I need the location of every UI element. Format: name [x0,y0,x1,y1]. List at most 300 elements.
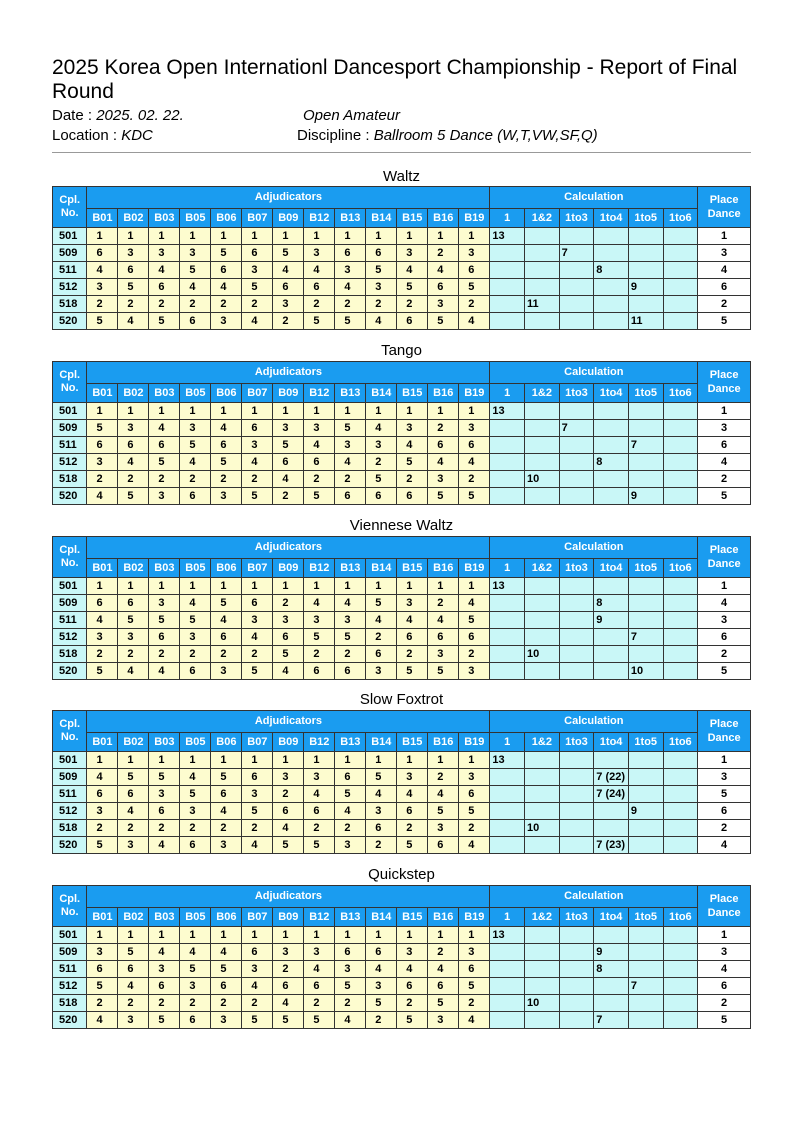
judge-mark: 3 [459,663,490,680]
calculation-cell [525,961,560,978]
subheader-row [53,209,751,228]
calculation-cell [559,663,594,680]
judge-mark: 6 [180,663,211,680]
header-row [53,711,751,733]
calculation-cell [559,927,594,944]
judge-mark: 4 [211,279,242,296]
calculation-cell: 11 [525,296,560,313]
table-row [53,1012,751,1029]
table-row [53,646,751,663]
judge-mark: 3 [242,437,273,454]
judge-mark: 6 [180,313,211,330]
judge-mark: 1 [273,228,304,245]
calculation-cell [594,646,629,663]
judge-mark: 3 [211,663,242,680]
table-row [53,612,751,629]
judge-header: B12 [304,908,335,927]
judge-mark: 5 [118,769,149,786]
calculation-cell: 10 [628,663,663,680]
judge-mark: 6 [397,629,428,646]
judge-mark: 1 [180,403,211,420]
judge-mark: 4 [242,978,273,995]
calc-header: 1to5 [628,908,663,927]
judge-mark: 4 [397,786,428,803]
judge-mark: 3 [304,612,335,629]
table-row [53,228,751,245]
calculation-cell: 10 [525,471,560,488]
judge-mark: 5 [211,769,242,786]
calculation-cell: 13 [490,927,525,944]
judge-mark: 4 [87,1012,118,1029]
judge-mark: 5 [273,646,304,663]
calculation-cell [559,837,594,854]
judge-mark: 5 [118,944,149,961]
judge-mark: 4 [304,786,335,803]
calculation-cell [490,663,525,680]
calculation-cell [490,279,525,296]
judge-mark: 6 [304,454,335,471]
judge-mark: 2 [273,313,304,330]
calculation-cell [525,279,560,296]
judge-mark: 4 [459,1012,490,1029]
judge-mark: 3 [87,279,118,296]
couple-number: 511 [53,961,87,978]
judge-mark: 2 [459,471,490,488]
place-cell: 6 [698,279,751,296]
calculation-cell [594,296,629,313]
calculation-cell [663,578,698,595]
couple-number: 509 [53,769,87,786]
judge-mark: 1 [211,578,242,595]
judge-mark: 5 [366,995,397,1012]
judge-mark: 1 [87,578,118,595]
calculation-cell [663,403,698,420]
subheader-row [53,559,751,578]
judge-mark: 2 [118,471,149,488]
judge-header: B06 [211,733,242,752]
judge-mark: 4 [273,663,304,680]
subheader-row [53,384,751,403]
judge-mark: 5 [118,279,149,296]
place-cell: 4 [698,961,751,978]
judge-header: B01 [87,908,118,927]
judge-mark: 3 [304,944,335,961]
judge-mark: 3 [273,944,304,961]
judge-mark: 5 [180,612,211,629]
judge-mark: 1 [87,228,118,245]
calculation-cell [663,752,698,769]
calculation-cell [559,612,594,629]
judge-header: B02 [118,559,149,578]
couple-number: 501 [53,228,87,245]
calc-header: 1to4 [594,384,629,403]
judge-mark: 5 [304,629,335,646]
judge-mark: 4 [211,612,242,629]
judge-mark: 3 [242,612,273,629]
judge-mark: 3 [149,488,180,505]
judge-mark: 3 [180,245,211,262]
calc-header: 1&2 [525,559,560,578]
calculation-cell [628,595,663,612]
judge-mark: 4 [118,454,149,471]
calculation-cell: 7 (22) [594,769,629,786]
calculation-cell [628,1012,663,1029]
judge-mark: 6 [397,803,428,820]
calc-header: 1to3 [559,209,594,228]
calculation-header: Calculation [490,537,698,559]
cpl-no-header: Cpl. No. [53,886,87,927]
calculation-cell [525,420,560,437]
judge-mark: 4 [459,313,490,330]
judge-mark: 2 [180,646,211,663]
judge-mark: 1 [304,927,335,944]
judge-mark: 3 [335,612,366,629]
judge-header: B15 [397,209,428,228]
judge-mark: 5 [211,454,242,471]
judge-mark: 5 [459,488,490,505]
judge-mark: 1 [118,927,149,944]
judge-mark: 2 [304,820,335,837]
judge-mark: 4 [304,262,335,279]
calculation-cell [559,262,594,279]
judge-mark: 6 [242,944,273,961]
judge-header: B13 [335,559,366,578]
judge-mark: 5 [459,612,490,629]
judge-header: B02 [118,733,149,752]
judge-header: B02 [118,908,149,927]
judge-header: B19 [459,384,490,403]
judge-mark: 2 [211,471,242,488]
calculation-cell [559,978,594,995]
couple-number: 511 [53,786,87,803]
judge-mark: 5 [273,837,304,854]
judge-mark: 4 [149,420,180,437]
calculation-cell: 8 [594,454,629,471]
calculation-header: Calculation [490,711,698,733]
couple-number: 518 [53,471,87,488]
judge-mark: 1 [149,403,180,420]
judge-mark: 1 [118,228,149,245]
date-label: Date : [52,107,93,124]
judge-mark: 6 [87,961,118,978]
couple-number: 511 [53,262,87,279]
judge-mark: 1 [149,578,180,595]
judge-mark: 4 [428,961,459,978]
calculation-cell [663,471,698,488]
judge-mark: 5 [242,1012,273,1029]
place-cell: 1 [698,403,751,420]
calculation-cell [663,646,698,663]
calculation-cell [490,245,525,262]
judge-mark: 1 [459,403,490,420]
judge-mark: 3 [366,803,397,820]
calculation-cell [663,944,698,961]
calculation-cell [594,820,629,837]
judge-mark: 6 [118,437,149,454]
judge-mark: 5 [428,313,459,330]
judge-mark: 2 [428,944,459,961]
place-cell: 3 [698,944,751,961]
calculation-cell: 7 [628,437,663,454]
judge-mark: 4 [335,1012,366,1029]
judge-mark: 5 [180,786,211,803]
judge-mark: 1 [335,927,366,944]
calculation-cell [628,961,663,978]
judge-mark: 4 [335,595,366,612]
results-table [52,885,751,1029]
calculation-cell [525,769,560,786]
calculation-cell [525,612,560,629]
calculation-cell [525,578,560,595]
judge-mark: 2 [180,471,211,488]
judge-mark: 2 [428,245,459,262]
judge-mark: 2 [428,595,459,612]
judge-mark: 4 [118,663,149,680]
cpl-no-header: Cpl. No. [53,187,87,228]
calculation-cell [490,488,525,505]
judge-mark: 4 [149,837,180,854]
judge-mark: 2 [242,995,273,1012]
calculation-cell [628,420,663,437]
judge-header: B02 [118,384,149,403]
judge-mark: 2 [273,488,304,505]
judge-mark: 3 [459,769,490,786]
calculation-cell [559,803,594,820]
calculation-cell [628,944,663,961]
judge-header: B14 [366,733,397,752]
judge-mark: 3 [335,262,366,279]
calculation-cell: 8 [594,595,629,612]
place-cell: 3 [698,245,751,262]
calculation-cell [490,471,525,488]
judge-mark: 2 [211,646,242,663]
calc-header: 1 [490,559,525,578]
judge-mark: 3 [180,978,211,995]
judge-mark: 6 [149,978,180,995]
calc-header: 1to3 [559,384,594,403]
judge-header: B19 [459,559,490,578]
couple-number: 509 [53,595,87,612]
judge-mark: 5 [180,437,211,454]
judge-mark: 3 [149,961,180,978]
judge-header: B07 [242,384,273,403]
calculation-cell [559,403,594,420]
couple-number: 520 [53,1012,87,1029]
judge-mark: 6 [366,944,397,961]
judge-mark: 2 [180,296,211,313]
judge-mark: 2 [366,454,397,471]
judge-mark: 5 [180,961,211,978]
couple-number: 512 [53,803,87,820]
report-title: 2025 Korea Open Internationl Dancesport Championship - Report of Final Round [52,56,738,103]
calculation-cell [490,961,525,978]
judge-mark: 4 [180,279,211,296]
calculation-cell [628,927,663,944]
calculation-cell: 7 (23) [594,837,629,854]
judge-mark: 2 [273,961,304,978]
calculation-cell [594,663,629,680]
judge-mark: 2 [335,820,366,837]
judge-mark: 4 [428,262,459,279]
calc-header: 1to3 [559,733,594,752]
judge-mark: 4 [242,629,273,646]
calculation-cell [663,228,698,245]
judge-mark: 2 [149,820,180,837]
table-row [53,595,751,612]
judge-mark: 3 [273,296,304,313]
judge-mark: 5 [242,488,273,505]
judge-mark: 5 [87,663,118,680]
judge-header: B09 [273,209,304,228]
judge-mark: 6 [87,595,118,612]
judge-mark: 6 [335,245,366,262]
calculation-cell [490,803,525,820]
judge-mark: 1 [459,927,490,944]
judge-mark: 6 [242,420,273,437]
calculation-cell [594,228,629,245]
judge-mark: 6 [459,629,490,646]
judge-mark: 5 [335,629,366,646]
judge-mark: 6 [428,279,459,296]
judge-header: B14 [366,559,397,578]
judge-mark: 2 [211,296,242,313]
calculation-cell [559,820,594,837]
judge-mark: 5 [273,245,304,262]
couple-number: 501 [53,752,87,769]
place-cell: 3 [698,769,751,786]
judge-mark: 4 [180,944,211,961]
judge-mark: 6 [335,944,366,961]
cpl-no-header: Cpl. No. [53,537,87,578]
calculation-cell [628,262,663,279]
judge-mark: 6 [366,488,397,505]
calculation-cell [525,944,560,961]
judge-mark: 1 [459,228,490,245]
judge-mark: 5 [149,769,180,786]
place-cell: 6 [698,629,751,646]
calculation-cell [490,296,525,313]
judge-mark: 3 [459,245,490,262]
judge-mark: 5 [366,595,397,612]
table-row [53,769,751,786]
adjudicators-header: Adjudicators [87,711,490,733]
cpl-no-header: Cpl. No. [53,362,87,403]
calculation-cell [559,313,594,330]
table-row [53,995,751,1012]
judge-mark: 2 [304,995,335,1012]
judge-mark: 5 [397,1012,428,1029]
judge-mark: 4 [335,454,366,471]
judge-mark: 5 [335,420,366,437]
judge-mark: 5 [87,420,118,437]
judge-mark: 4 [397,262,428,279]
judge-mark: 2 [397,471,428,488]
date-value: 2025. 02. 22. [96,107,184,124]
judge-mark: 4 [87,769,118,786]
couple-number: 512 [53,629,87,646]
judge-mark: 6 [118,262,149,279]
judge-mark: 6 [242,769,273,786]
calculation-cell [663,961,698,978]
judge-mark: 5 [366,769,397,786]
judge-mark: 3 [335,961,366,978]
judge-mark: 5 [211,245,242,262]
calculation-cell [663,995,698,1012]
calculation-cell [559,961,594,978]
judge-mark: 3 [397,245,428,262]
judge-header: B05 [180,209,211,228]
judge-mark: 4 [366,612,397,629]
table-row [53,262,751,279]
judge-mark: 5 [273,1012,304,1029]
judge-mark: 1 [397,752,428,769]
calculation-cell: 7 [559,420,594,437]
judge-mark: 5 [149,612,180,629]
calc-header: 1to6 [663,209,698,228]
judge-mark: 2 [87,471,118,488]
judge-header: B15 [397,384,428,403]
calculation-cell [559,995,594,1012]
calculation-cell [525,488,560,505]
judge-mark: 1 [211,752,242,769]
judge-mark: 3 [397,595,428,612]
judge-mark: 4 [335,803,366,820]
couple-number: 511 [53,612,87,629]
judge-mark: 3 [428,646,459,663]
judge-mark: 1 [87,403,118,420]
judge-mark: 2 [366,837,397,854]
header-row [53,362,751,384]
calc-header: 1to4 [594,559,629,578]
judge-mark: 1 [273,752,304,769]
judge-mark: 5 [335,978,366,995]
judge-mark: 6 [304,279,335,296]
judge-header: B16 [428,209,459,228]
calculation-cell [594,803,629,820]
judge-mark: 6 [304,663,335,680]
judge-mark: 1 [304,228,335,245]
judge-mark: 1 [366,752,397,769]
calculation-cell [525,595,560,612]
judge-mark: 6 [180,1012,211,1029]
judge-mark: 3 [211,1012,242,1029]
place-cell: 1 [698,752,751,769]
judge-mark: 4 [180,595,211,612]
judge-header: B01 [87,733,118,752]
calculation-cell [525,262,560,279]
calculation-cell [559,578,594,595]
judge-mark: 1 [459,578,490,595]
judge-mark: 6 [428,978,459,995]
judge-mark: 5 [87,978,118,995]
judge-mark: 1 [273,927,304,944]
judge-mark: 6 [304,978,335,995]
judge-mark: 6 [273,978,304,995]
calculation-cell [594,752,629,769]
judge-header: B03 [149,908,180,927]
calculation-cell [525,313,560,330]
judge-mark: 5 [366,471,397,488]
judge-mark: 1 [211,403,242,420]
judge-mark: 2 [335,296,366,313]
judge-mark: 3 [87,629,118,646]
judge-mark: 1 [180,752,211,769]
judge-mark: 5 [211,961,242,978]
place-cell: 3 [698,420,751,437]
judge-mark: 2 [242,646,273,663]
judge-mark: 4 [242,313,273,330]
table-row [53,471,751,488]
